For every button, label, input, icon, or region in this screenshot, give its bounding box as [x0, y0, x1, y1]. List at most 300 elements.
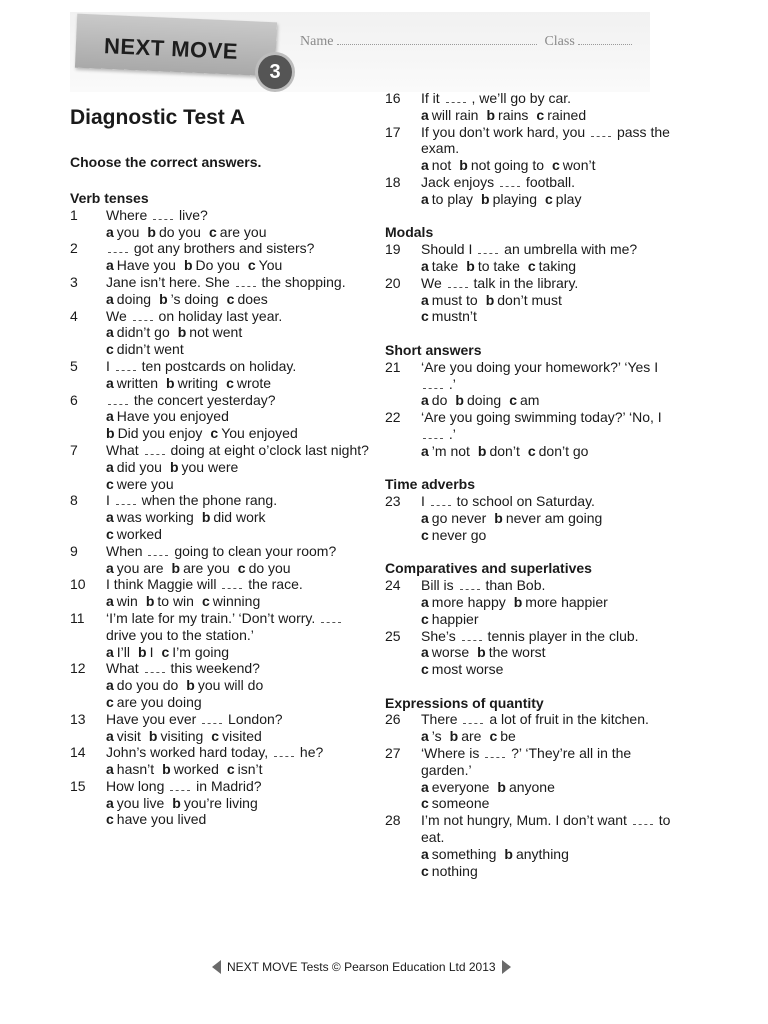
answer-option[interactable] — [486, 107, 528, 123]
question-number: 20 — [385, 274, 401, 291]
question-section — [385, 342, 685, 460]
question-stem — [421, 493, 685, 510]
question — [70, 240, 370, 274]
answer-option[interactable] — [421, 107, 478, 123]
answer-option[interactable] — [202, 509, 266, 525]
option-text: ’m not — [431, 442, 470, 459]
answer-option[interactable] — [421, 644, 469, 660]
answer-option[interactable] — [536, 107, 586, 123]
answer-blank[interactable] — [202, 712, 222, 724]
question-section — [385, 695, 685, 880]
question-stem — [421, 359, 685, 393]
stem-text: I think Maggie will — [106, 576, 221, 593]
answer-option[interactable] — [421, 728, 442, 744]
stem-text: London? — [224, 710, 283, 727]
answer-option[interactable] — [210, 425, 297, 441]
name-label: Name — [300, 34, 334, 49]
option-text: do you — [248, 559, 291, 576]
option-letter: c — [161, 643, 170, 660]
answer-option[interactable] — [421, 527, 486, 543]
option-letter: a — [106, 559, 114, 576]
class-field[interactable] — [578, 34, 632, 45]
option-letter: b — [186, 677, 195, 694]
answer-option[interactable] — [421, 157, 451, 173]
option-letter: c — [509, 392, 517, 409]
stem-text: Have you ever — [106, 710, 201, 727]
option-letter: b — [477, 644, 486, 661]
option-row — [106, 811, 370, 828]
answer-blank[interactable] — [116, 359, 136, 371]
answer-blank[interactable] — [423, 377, 443, 389]
stem-text: .’ — [445, 425, 456, 442]
stem-text: ‘Are you going swimming today?’ ‘No, I — [421, 409, 662, 426]
option-text: didn’t went — [116, 341, 184, 358]
answer-blank[interactable] — [222, 577, 242, 589]
question-stem — [106, 358, 370, 375]
answer-option[interactable] — [497, 779, 555, 795]
question — [70, 610, 370, 660]
stem-text: I — [421, 493, 429, 510]
question-number: 27 — [385, 745, 401, 762]
answer-option[interactable] — [138, 644, 153, 660]
option-letter: c — [201, 593, 210, 610]
option-letter: a — [421, 392, 429, 409]
answer-option[interactable] — [226, 375, 271, 391]
answer-option[interactable] — [106, 257, 176, 273]
option-text: playing — [492, 190, 537, 207]
answer-option[interactable] — [459, 157, 544, 173]
answer-blank[interactable] — [116, 493, 136, 505]
answer-blank[interactable] — [145, 443, 165, 455]
option-text: are you doing — [116, 693, 202, 710]
option-letter: b — [169, 458, 179, 475]
option-text: isn’t — [237, 761, 263, 778]
question — [70, 308, 370, 358]
question-number: 25 — [385, 627, 401, 644]
option-letter: a — [421, 593, 429, 610]
option-letter: a — [421, 728, 429, 745]
option-row — [106, 560, 370, 577]
answer-blank[interactable] — [321, 611, 341, 623]
answer-option[interactable] — [421, 258, 458, 274]
answer-option[interactable] — [106, 728, 141, 744]
answer-blank[interactable] — [431, 494, 451, 506]
question — [385, 174, 685, 208]
question-stem — [106, 274, 370, 291]
option-text: you are — [116, 559, 164, 576]
option-letter: b — [159, 290, 168, 307]
answer-option[interactable] — [545, 191, 581, 207]
question-stem — [106, 492, 370, 509]
answer-blank[interactable] — [460, 578, 480, 590]
question-number: 12 — [70, 660, 86, 677]
option-letter: a — [106, 727, 114, 744]
option-text: don’t must — [497, 291, 562, 308]
option-row — [106, 677, 370, 694]
answer-option[interactable] — [421, 510, 486, 526]
answer-option[interactable] — [227, 761, 263, 777]
answer-option[interactable] — [209, 224, 267, 240]
option-text: will rain — [431, 106, 479, 123]
option-row — [106, 644, 370, 661]
option-row — [106, 459, 370, 476]
answer-option[interactable] — [227, 291, 268, 307]
answer-option[interactable] — [421, 308, 477, 324]
section-heading: Modals — [385, 224, 434, 241]
footer — [212, 960, 511, 974]
answer-option[interactable] — [149, 728, 203, 744]
answer-option[interactable] — [421, 846, 496, 862]
question — [70, 543, 370, 577]
option-letter: b — [106, 425, 115, 442]
answer-option[interactable] — [161, 644, 229, 660]
answer-blank[interactable] — [133, 309, 153, 321]
question-stem — [106, 240, 370, 257]
option-row — [106, 526, 370, 543]
stem-text: to school on Saturday. — [452, 493, 595, 510]
answer-option[interactable] — [238, 560, 291, 576]
answer-option[interactable] — [486, 292, 562, 308]
answer-option[interactable] — [106, 341, 184, 357]
answer-blank[interactable] — [478, 242, 498, 254]
question-stem — [106, 392, 370, 409]
option-text: I’m going — [172, 643, 230, 660]
answer-option[interactable] — [248, 257, 282, 273]
option-row — [106, 795, 370, 812]
stem-text: talk in the library. — [469, 274, 579, 291]
answer-option[interactable] — [514, 594, 608, 610]
question — [70, 358, 370, 392]
answer-option[interactable] — [106, 560, 164, 576]
answer-blank[interactable] — [448, 276, 468, 288]
question-number: 5 — [70, 357, 78, 374]
question-stem — [421, 711, 685, 728]
question — [385, 577, 685, 627]
answer-option[interactable] — [421, 863, 478, 879]
answer-option[interactable] — [106, 509, 194, 525]
answer-blank[interactable] — [423, 427, 443, 439]
option-letter: c — [106, 811, 114, 828]
stem-text: to eat. — [421, 812, 671, 846]
option-text: doing — [466, 392, 502, 409]
option-text: you live — [116, 794, 165, 811]
option-text: anyone — [508, 778, 555, 795]
question-number: 26 — [385, 711, 401, 728]
question — [70, 711, 370, 745]
question — [70, 392, 370, 442]
option-text: happier — [431, 610, 479, 627]
stem-text: Where — [106, 206, 152, 223]
question — [385, 628, 685, 678]
answer-option[interactable] — [211, 728, 261, 744]
question-number: 16 — [385, 90, 401, 106]
option-row — [106, 425, 370, 442]
answer-option[interactable] — [421, 611, 479, 627]
answer-option[interactable] — [147, 224, 201, 240]
question-number: 14 — [70, 744, 86, 761]
answer-option[interactable] — [202, 593, 260, 609]
option-text: nothing — [431, 862, 478, 879]
section-heading: Expressions of quantity — [385, 694, 544, 711]
option-text: rains — [498, 106, 529, 123]
stem-text: got any brothers and sisters? — [130, 240, 315, 257]
option-text: play — [555, 190, 582, 207]
answer-blank[interactable] — [153, 208, 173, 220]
option-text: winning — [212, 593, 261, 610]
answer-blank[interactable] — [170, 779, 190, 791]
question-stem — [106, 576, 370, 593]
option-text: to take — [477, 257, 520, 274]
answer-option[interactable] — [159, 291, 219, 307]
option-text: you will do — [197, 677, 264, 694]
option-letter: c — [247, 257, 256, 274]
question-section — [385, 90, 685, 208]
answer-option[interactable] — [481, 191, 537, 207]
option-text: to win — [157, 593, 194, 610]
answer-option[interactable] — [106, 593, 138, 609]
option-text: worked — [173, 761, 219, 778]
question-number: 1 — [70, 206, 78, 223]
answer-option[interactable] — [146, 593, 194, 609]
answer-blank[interactable] — [236, 275, 256, 287]
answer-option[interactable] — [477, 644, 545, 660]
option-letter: b — [477, 442, 487, 459]
option-letter: a — [106, 257, 114, 274]
option-text: won’t — [562, 157, 596, 174]
option-text: was working — [116, 509, 194, 526]
option-letter: b — [183, 257, 193, 274]
question-stem — [421, 745, 685, 779]
answer-option[interactable] — [450, 728, 482, 744]
answer-option[interactable] — [421, 594, 506, 610]
answer-option[interactable] — [106, 811, 206, 827]
question-number: 24 — [385, 577, 401, 594]
stem-text: tennis player in the club. — [483, 627, 639, 644]
option-row — [421, 308, 685, 325]
answer-option[interactable] — [478, 443, 520, 459]
answer-option[interactable] — [106, 425, 202, 441]
stem-text: an umbrella with me? — [500, 241, 638, 258]
question-stem — [106, 442, 370, 459]
option-row — [106, 761, 370, 778]
question — [70, 660, 370, 710]
answer-option[interactable] — [421, 795, 489, 811]
stem-text: ‘I’m late for my train.’ ‘Don’t worry. — [106, 609, 320, 626]
question-stem — [421, 812, 685, 846]
option-text: you’re living — [183, 794, 258, 811]
option-letter: b — [166, 374, 175, 391]
question-stem — [421, 174, 685, 191]
option-letter: a — [106, 290, 114, 307]
answer-option[interactable] — [186, 677, 263, 693]
question-number: 23 — [385, 493, 401, 510]
question-stem — [421, 124, 685, 158]
answer-blank[interactable] — [462, 629, 482, 641]
stem-text: ten postcards on holiday. — [137, 357, 297, 374]
answer-option[interactable] — [106, 324, 170, 340]
answer-option[interactable] — [421, 779, 489, 795]
option-letter: b — [449, 728, 459, 745]
option-row — [106, 291, 370, 308]
option-letter: c — [421, 795, 429, 812]
answer-option[interactable] — [106, 677, 178, 693]
option-text: never am going — [505, 509, 603, 526]
answer-option[interactable] — [170, 459, 238, 475]
option-letter: a — [106, 324, 114, 341]
answer-option[interactable] — [489, 728, 515, 744]
answer-option[interactable] — [421, 661, 503, 677]
answer-option[interactable] — [455, 392, 501, 408]
question-stem — [106, 610, 370, 644]
logo-text: NEXT MOVE — [103, 33, 239, 64]
option-letter: c — [237, 559, 246, 576]
answer-option[interactable] — [421, 443, 470, 459]
option-text: do — [431, 392, 448, 409]
stem-text: How long — [106, 777, 169, 794]
option-letter: c — [106, 341, 114, 358]
option-row — [106, 694, 370, 711]
option-letter: c — [421, 661, 429, 678]
option-row — [106, 257, 370, 274]
option-letter: a — [421, 644, 429, 661]
answer-option[interactable] — [466, 258, 520, 274]
answer-option[interactable] — [421, 392, 447, 408]
option-row — [421, 510, 685, 527]
answer-option[interactable] — [106, 644, 130, 660]
option-row — [106, 476, 370, 493]
option-letter: b — [162, 761, 171, 778]
option-letter: a — [421, 106, 429, 123]
answer-option[interactable] — [106, 459, 162, 475]
stem-text: going to clean your room? — [170, 542, 337, 559]
question-stem — [421, 241, 685, 258]
stem-text: drive you to the station.’ — [106, 626, 254, 643]
answer-option[interactable] — [106, 526, 162, 542]
stem-text: when the phone rang. — [137, 492, 278, 509]
question — [70, 274, 370, 308]
option-letter: a — [421, 778, 429, 795]
option-text: everyone — [431, 778, 490, 795]
answer-blank[interactable] — [485, 746, 505, 758]
question-number: 18 — [385, 173, 401, 190]
question — [70, 207, 370, 241]
option-letter: a — [106, 643, 114, 660]
option-row — [421, 779, 685, 796]
answer-option[interactable] — [178, 324, 243, 340]
answer-blank[interactable] — [463, 712, 483, 724]
option-text: ’s — [431, 728, 442, 745]
answer-option[interactable] — [552, 157, 595, 173]
option-row — [421, 795, 685, 812]
answer-option[interactable] — [106, 291, 151, 307]
answer-blank[interactable] — [148, 544, 168, 556]
answer-blank[interactable] — [446, 91, 466, 103]
answer-blank[interactable] — [108, 393, 128, 405]
stem-text: the concert yesterday? — [130, 391, 276, 408]
question-stem — [106, 778, 370, 795]
option-letter: c — [210, 425, 219, 442]
stem-text: a lot of fruit in the kitchen. — [485, 711, 649, 728]
stem-text: She’s — [421, 627, 460, 644]
answer-option[interactable] — [494, 510, 602, 526]
option-text: more happy — [431, 593, 506, 610]
option-text: do you — [158, 223, 201, 240]
option-text: visit — [116, 727, 141, 744]
answer-option[interactable] — [172, 560, 230, 576]
answer-option[interactable] — [106, 375, 158, 391]
option-text: never go — [431, 526, 487, 543]
answer-option[interactable] — [421, 191, 473, 207]
stem-text: on holiday last year. — [154, 307, 283, 324]
answer-option[interactable] — [106, 476, 174, 492]
answer-option[interactable] — [528, 443, 589, 459]
next-arrow-icon — [502, 960, 511, 974]
answer-blank[interactable] — [500, 175, 520, 187]
option-letter: b — [147, 223, 156, 240]
option-row — [421, 443, 685, 460]
option-row — [106, 509, 370, 526]
answer-option[interactable] — [106, 761, 154, 777]
option-row — [421, 292, 685, 309]
answer-blank[interactable] — [591, 125, 611, 137]
option-letter: a — [106, 677, 114, 694]
option-row — [106, 408, 370, 425]
question-number: 19 — [385, 241, 401, 258]
stem-text: football. — [522, 173, 575, 190]
answer-option[interactable] — [504, 846, 569, 862]
answer-option[interactable] — [172, 795, 258, 811]
stem-text: What — [106, 441, 143, 458]
question-number: 13 — [70, 710, 86, 727]
answer-blank[interactable] — [633, 813, 653, 825]
page-title: Diagnostic Test A — [70, 106, 246, 129]
option-text: worse — [431, 644, 470, 661]
answer-option[interactable] — [184, 257, 240, 273]
answer-option[interactable] — [106, 408, 229, 424]
question — [70, 576, 370, 610]
answer-blank[interactable] — [274, 745, 294, 757]
question — [385, 275, 685, 325]
option-letter: a — [421, 291, 429, 308]
answer-option[interactable] — [528, 258, 576, 274]
answer-option[interactable] — [509, 392, 539, 408]
answer-option[interactable] — [166, 375, 218, 391]
section-heading: Verb tenses — [70, 190, 149, 206]
answer-option[interactable] — [106, 224, 139, 240]
answer-option[interactable] — [106, 694, 202, 710]
option-row — [421, 107, 685, 124]
option-text: Do you — [195, 257, 240, 274]
answer-blank[interactable] — [145, 661, 165, 673]
question-number: 4 — [70, 307, 78, 324]
answer-option[interactable] — [162, 761, 219, 777]
question — [385, 493, 685, 543]
option-text: win — [116, 593, 138, 610]
option-text: anything — [515, 845, 569, 862]
option-letter: c — [208, 223, 217, 240]
stem-text: We — [421, 274, 446, 291]
option-letter: c — [106, 475, 114, 492]
option-letter: c — [421, 308, 429, 325]
answer-option[interactable] — [421, 292, 478, 308]
option-letter: b — [513, 593, 523, 610]
answer-option[interactable] — [106, 795, 164, 811]
option-row — [421, 191, 685, 208]
name-field[interactable] — [337, 34, 537, 45]
answer-blank[interactable] — [108, 241, 128, 253]
option-row — [421, 846, 685, 863]
question-stem — [106, 543, 370, 560]
